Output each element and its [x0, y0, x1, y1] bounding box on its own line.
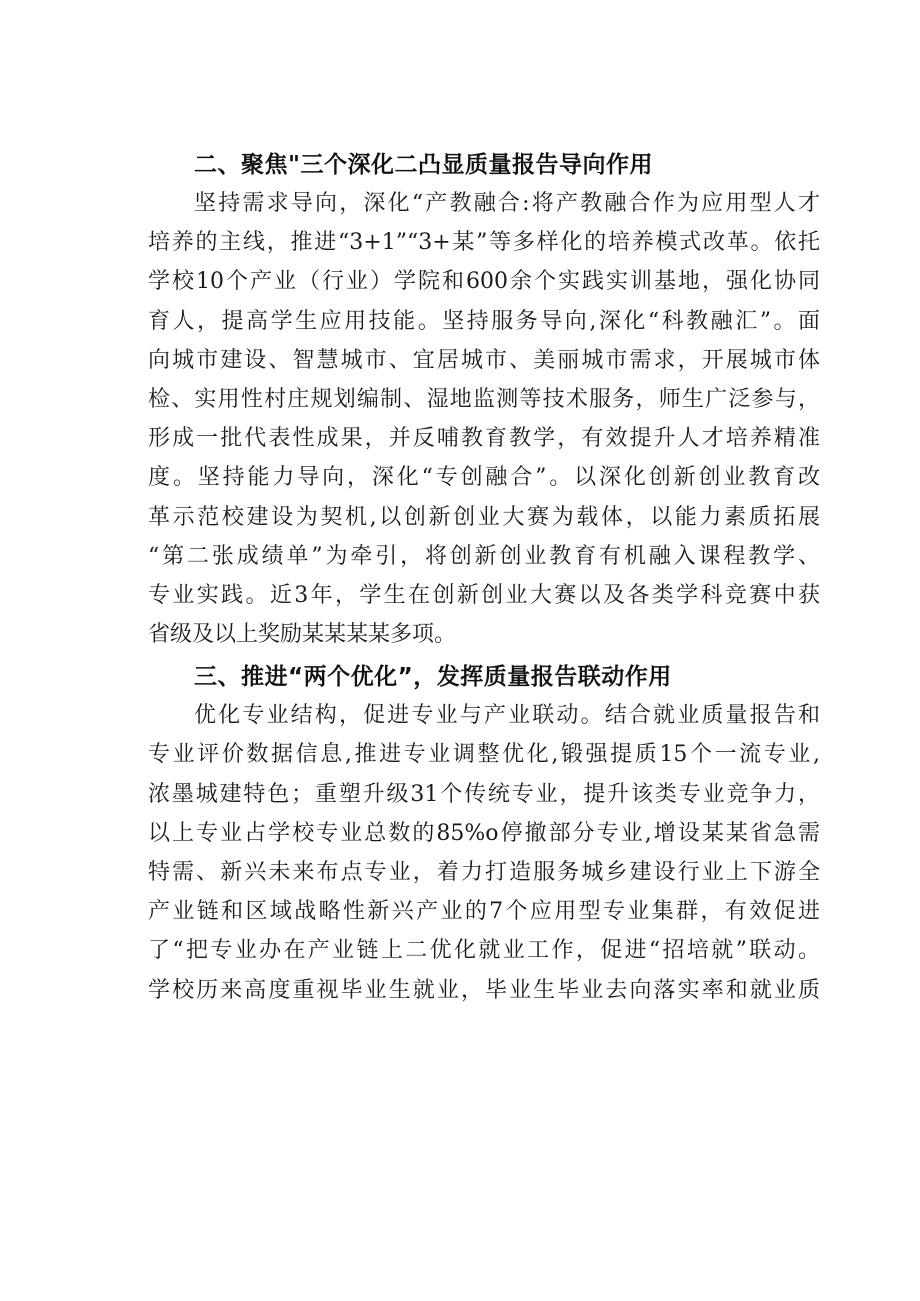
paragraph-line: 学校历来高度重视毕业生就业，毕业生毕业去向落实率和就业质 — [148, 977, 820, 1003]
paragraph-line: 省级及以上奖励某某某某多项。 — [148, 622, 457, 648]
section-heading-2: 二、聚焦"三个深化二凸显质量报告导向作用 — [194, 152, 653, 178]
paragraph-line: 了“把专业办在产业链上二优化就业工作，促进“招培就”联动。 — [148, 938, 820, 964]
paragraph-line: 特需、新兴未来布点专业，着力打造服务城乡建设行业上下游全 — [148, 860, 820, 885]
paragraph-line: 坚持需求导向，深化“产教融合:将产教融合作为应用型人才 — [194, 191, 820, 216]
section-heading-3: 三、推进“两个优化”，发挥质量报告联动作用 — [194, 664, 672, 691]
paragraph-line: 育人，提高学生应用技能。坚持服务导向,深化“科教融汇”。面 — [148, 308, 820, 334]
paragraph-line: 向城市建设、智慧城市、宜居城市、美丽城市需求，开展城市体 — [148, 347, 820, 373]
section-2-paragraph — [148, 184, 820, 654]
section-3-paragraph — [148, 696, 820, 1010]
paragraph-line: 学校10个产业（行业）学院和600余个实践实训基地，强化协同 — [148, 269, 820, 295]
document-body — [148, 146, 820, 1010]
paragraph-line: 以上专业占学校专业总数的85%o停撤部分专业,增设某某省急需 — [148, 820, 820, 846]
paragraph-line: 检、实用性村庄规划编制、湿地监测等技术服务，师生广泛参与， — [148, 386, 820, 412]
paragraph-line: 优化专业结构，促进专业与产业联动。结合就业质量报告和 — [194, 703, 820, 729]
paragraph-line: 专业实践。近3年，学生在创新创业大赛以及各类学科竞赛中获 — [148, 582, 820, 608]
paragraph-line: “第二张成绩单”为牵引，将创新创业教育有机融入课程教学、 — [148, 543, 820, 569]
paragraph-line: 培养的主线，推进“3+1”“3+某”等多样化的培养模式改革。依托 — [148, 230, 820, 256]
paragraph-line: 度。坚持能力导向，深化“专创融合”。以深化创新创业教育改 — [148, 465, 820, 491]
paragraph-line: 形成一批代表性成果，并反哺教育教学，有效提升人才培养精准 — [148, 426, 820, 452]
paragraph-line: 产业链和区域战略性新兴产业的7个应用型专业集群，有效促进 — [148, 899, 820, 925]
paragraph-line: 专业评价数据信息,推进专业调整优化,锻强提质15个一流专业, — [148, 742, 820, 768]
paragraph-line: 革示范校建设为契机,以创新创业大赛为载体，以能力素质拓展 — [148, 504, 820, 530]
paragraph-line: 浓墨城建特色；重塑升级31个传统专业，提升该类专业竞争力， — [148, 781, 820, 807]
